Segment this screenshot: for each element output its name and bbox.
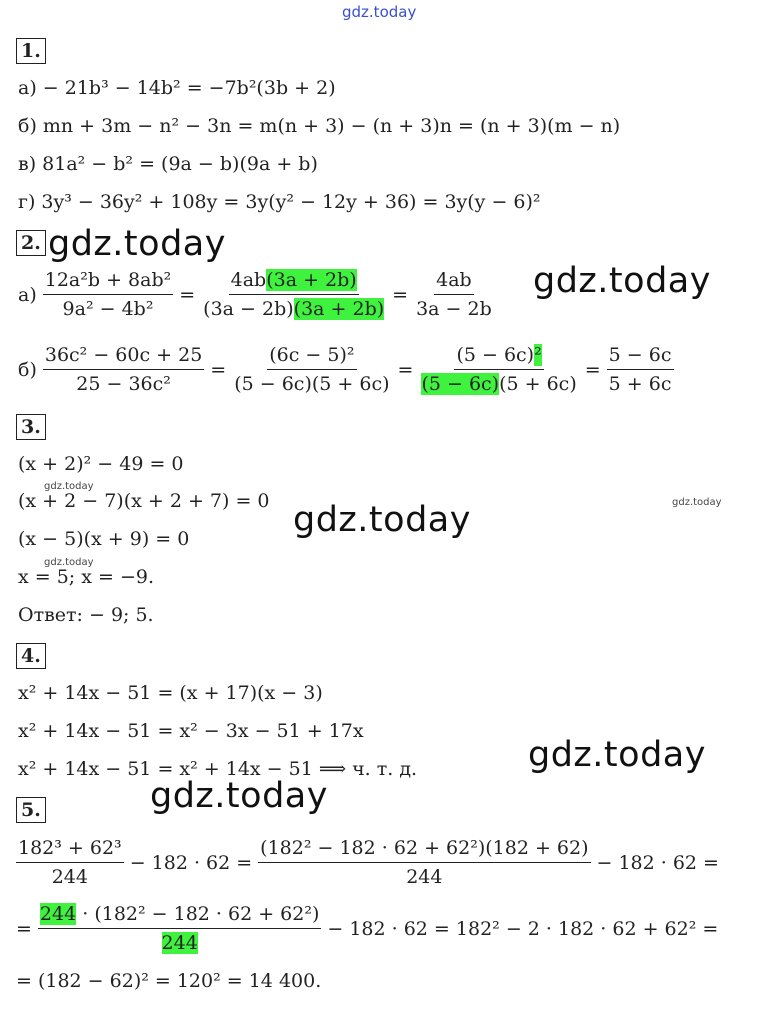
- fraction: [607, 341, 674, 398]
- task-3-line-4: x = 5; x = −9.: [18, 566, 155, 588]
- numerator: 244 · (182² − 182 · 62 + 62²): [38, 900, 321, 929]
- denominator: 244: [406, 866, 443, 888]
- task-5-number: 5.: [16, 797, 46, 823]
- expression: − 182 · 62 = 182² − 2 · 182 · 62 + 62² =: [327, 917, 719, 940]
- fraction: [258, 834, 590, 891]
- task-5-line-2: [16, 900, 718, 957]
- task-3-number: 3.: [16, 414, 46, 440]
- task-3-line-2: (x + 2 − 7)(x + 2 + 7) = 0: [18, 490, 270, 512]
- equals: =: [584, 358, 601, 381]
- numerator: 4ab: [434, 266, 474, 295]
- task-2-a: [18, 266, 494, 323]
- highlight: (3a + 2b): [266, 269, 357, 291]
- watermark-big-4: gdz.today: [528, 735, 706, 775]
- watermark-big-3: gdz.today: [293, 500, 471, 540]
- task-1-g: г) 3y³ − 36y² + 108y = 3y(y² − 12y + 36) = 3y(y − 6)²: [18, 191, 541, 213]
- fraction: [38, 900, 321, 957]
- denominator: 244: [51, 866, 88, 888]
- numerator: 36c² − 60c + 25: [43, 341, 204, 370]
- fraction: [43, 341, 204, 398]
- highlight: ²: [534, 344, 542, 366]
- task-3-line-3: (x − 5)(x + 9) = 0: [18, 528, 190, 550]
- equals: =: [210, 358, 227, 381]
- equals: =: [16, 917, 32, 940]
- numerator: 12a²b + 8ab²: [43, 266, 173, 295]
- task-4-line-1: x² + 14x − 51 = (x + 17)(x − 3): [18, 682, 323, 704]
- highlight: 244: [39, 903, 77, 925]
- task-2-a-label: а): [18, 283, 37, 306]
- watermark-big-1: gdz.today: [48, 224, 226, 264]
- task-3-answer: Ответ: − 9; 5.: [18, 604, 154, 626]
- equals: =: [179, 283, 196, 306]
- watermark-big-2: gdz.today: [533, 261, 711, 301]
- fraction: [232, 341, 391, 398]
- equals: =: [397, 358, 414, 381]
- task-4-number: 4.: [16, 643, 46, 669]
- expression: − 182 · 62 =: [129, 851, 253, 874]
- task-5-line-1: [16, 834, 719, 891]
- watermark-small-3: gdz.today: [44, 557, 94, 568]
- task-1-v: в) 81a² − b² = (9a − b)(9a + b): [18, 153, 318, 175]
- watermark-small-1: gdz.today: [44, 481, 94, 492]
- equals: =: [392, 283, 409, 306]
- task-2-b: [18, 341, 674, 398]
- highlight: 244: [161, 932, 198, 954]
- watermark-big-5: gdz.today: [150, 776, 328, 816]
- fraction: [201, 266, 386, 323]
- task-5-line-3: = (182 − 62)² = 120² = 14 400.: [16, 970, 322, 992]
- fraction: [43, 266, 173, 323]
- denominator: 9a² − 4b²: [62, 298, 154, 320]
- task-2-number: 2.: [16, 230, 46, 256]
- task-4-line-3: x² + 14x − 51 = x² + 14x − 51 ⟹ ч. т. д.: [18, 758, 418, 780]
- task-1-a: а) − 21b³ − 14b² = −7b²(3b + 2): [18, 77, 336, 99]
- denominator: 5 + 6c: [608, 373, 672, 395]
- task-2-b-label: б): [18, 358, 37, 381]
- task-1-number: 1.: [16, 38, 46, 64]
- numerator: (5 − 6c)²: [454, 341, 543, 370]
- denominator: 3a − 2b: [416, 298, 492, 320]
- task-3-line-1: (x + 2)² − 49 = 0: [18, 453, 184, 475]
- fraction: [16, 834, 124, 891]
- fraction: [419, 341, 578, 398]
- fraction: [414, 266, 494, 323]
- task-1-b: б) mn + 3m − n² − 3n = m(n + 3) − (n + 3)n = (n + 3)(m − n): [18, 115, 621, 137]
- numerator: 5 − 6c: [607, 341, 674, 370]
- highlight: (3a + 2b): [293, 298, 385, 320]
- denominator: 25 − 36c²: [76, 373, 171, 395]
- numerator: 4ab(3a + 2b): [229, 266, 359, 295]
- denominator: (5 − 6c)(5 + 6c): [421, 373, 577, 395]
- numerator: (6c − 5)²: [267, 341, 356, 370]
- highlight: (5 − 6c): [421, 373, 500, 395]
- denominator: (3a − 2b)(3a + 2b): [203, 298, 385, 320]
- numerator: (182² − 182 · 62 + 62²)(182 + 62): [258, 834, 590, 863]
- denominator: (5 − 6c)(5 + 6c): [234, 373, 390, 395]
- task-4-line-2: x² + 14x − 51 = x² − 3x − 51 + 17x: [18, 720, 364, 742]
- denominator: [160, 929, 200, 957]
- expression: − 182 · 62 =: [596, 851, 719, 874]
- watermark-top: gdz.today: [342, 3, 417, 21]
- watermark-small-2: gdz.today: [672, 497, 722, 508]
- numerator: 182³ + 62³: [16, 834, 124, 863]
